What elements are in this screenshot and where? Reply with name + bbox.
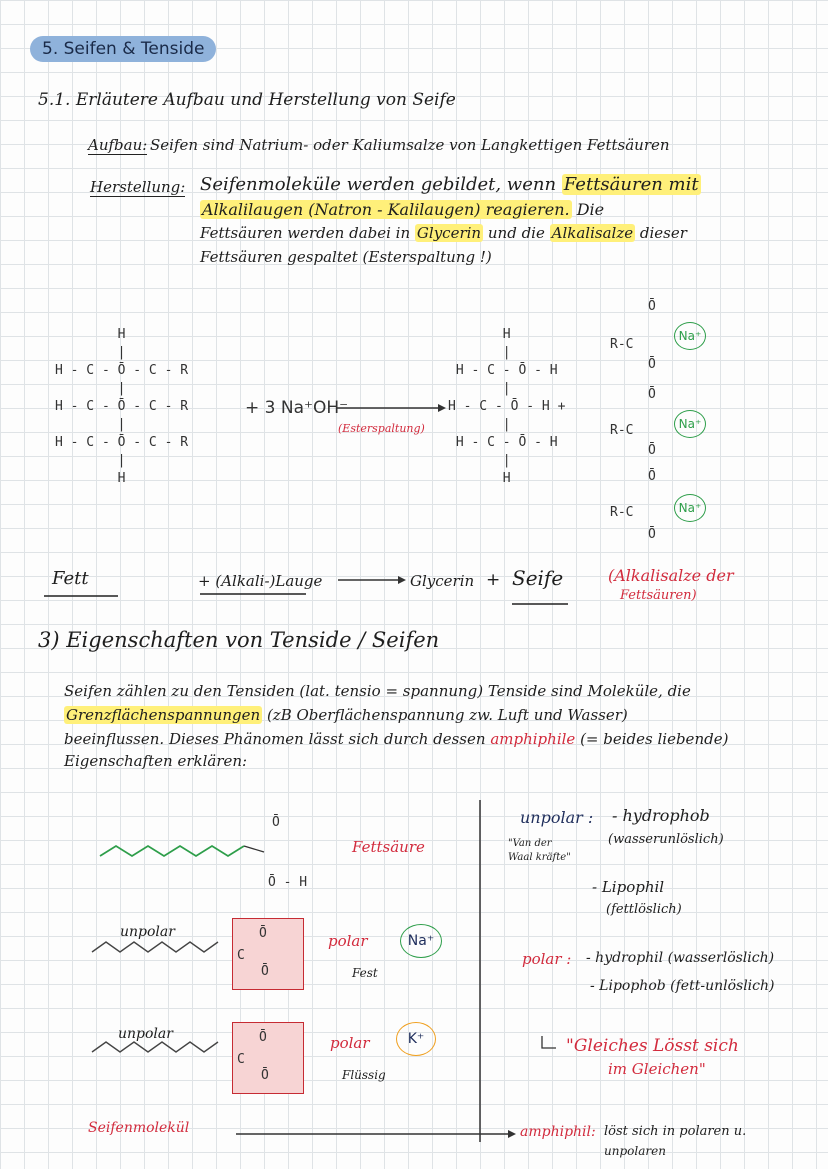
herstellung-line3-c: dieser: [639, 224, 687, 242]
fat-row: |: [117, 453, 126, 468]
fettsaeure-label: Fettsäure: [352, 838, 425, 856]
fat-row: |: [117, 381, 126, 396]
summary-seife: Seife: [512, 566, 564, 590]
fat-row: H - C - Ō - C - R: [55, 435, 189, 450]
amphiphil-arrow-head: [508, 1130, 516, 1138]
box-c-1: C: [237, 948, 245, 963]
aufbau-text: Seifen sind Natrium- oder Kaliumsalze von Langkettigen Fettsäuren: [150, 136, 670, 154]
wasserunloeslich: (wasserunlöslich): [608, 832, 724, 847]
na-ion-diagram: Na⁺: [400, 924, 442, 958]
fat-row: |: [117, 345, 126, 360]
salt-oxygen-2a: Ō: [648, 387, 656, 402]
glycerin-row: H: [502, 471, 511, 486]
glycerin-row: H - C - Ō - H +: [448, 399, 566, 414]
intro-line3-b: (= beides liebende): [580, 730, 729, 748]
polar-label-1: polar: [328, 932, 368, 950]
glycerin-row: H: [502, 327, 511, 342]
salt-oxygen-3a: Ō: [648, 469, 656, 484]
salt-oxygen-2b: Ō: [648, 443, 656, 458]
intro-line2-b: (zB Oberflächenspannung zw. Luft und Wasser): [266, 706, 628, 724]
summary-plus: +: [486, 570, 501, 590]
heading-5-1: 5.1. Erläutere Aufbau und Herstellung von Seife: [38, 90, 456, 110]
herstellung-line3-alkalisalze: Alkalisalze: [551, 224, 634, 242]
na-ion-1: Na⁺: [674, 322, 706, 350]
lipophob: - Lipophob (fett-unlöslich): [590, 978, 775, 994]
herstellung-line4: Fettsäuren gespaltet (Esterspaltung !): [200, 248, 492, 266]
summary-note-line2: Fettsäuren): [620, 588, 697, 603]
amphiphil-label: amphiphil:: [520, 1124, 596, 1140]
hydrophil: - hydrophil (wasserlöslich): [586, 950, 775, 966]
polar-label-2: polar: [330, 1034, 370, 1052]
reaction-arrow-head: [438, 404, 446, 412]
summary-note-line1: (Alkalisalze der: [608, 566, 734, 585]
arrow-label: (Esterspaltung): [338, 422, 425, 435]
fat-row: H - C - Ō - C - R: [55, 363, 189, 378]
fatty-acid-chain: [100, 846, 244, 856]
soap-chain-2: [92, 1042, 218, 1052]
polar-head-box-2: [232, 1022, 304, 1094]
na-ion-2: Na⁺: [674, 410, 706, 438]
hydrophob: - hydrophob: [612, 806, 710, 825]
glycerin-row: H - C - Ō - H: [455, 363, 558, 378]
salt-group-3: R-C: [610, 505, 634, 520]
salt-group-1: R-C: [610, 337, 634, 352]
summary-glycerin: Glycerin: [410, 572, 475, 590]
fatty-acid-bond: [244, 846, 264, 852]
van-der-waals-1: "Van der: [508, 838, 552, 849]
amphiphil-text1: löst sich in polaren u.: [604, 1124, 747, 1139]
gleiches-line2: im Gleichen": [608, 1060, 706, 1078]
na-ion-3: Na⁺: [674, 494, 706, 522]
box-oxygen-2a: Ō: [259, 1030, 267, 1045]
salt-oxygen-1b: Ō: [648, 357, 656, 372]
herstellung-line1-a: Seifenmoleküle werden gebildet, wenn: [200, 174, 557, 195]
intro-line3-a: beeinflussen. Dieses Phänomen lässt sich durch dessen: [64, 730, 486, 748]
polar-title: polar :: [522, 950, 572, 968]
aufbau-label: Aufbau:: [88, 136, 148, 154]
k-ion-diagram: K⁺: [396, 1022, 436, 1056]
gleiches-arrow: [542, 1036, 556, 1048]
salt-oxygen-1a: Ō: [648, 299, 656, 314]
intro-line2-highlight: Grenzflächenspannungen: [66, 706, 261, 724]
glycerin-row: |: [502, 345, 511, 360]
herstellung-line1-highlight: Fettsäuren mit: [563, 174, 699, 195]
unpolar-title: unpolar :: [520, 808, 594, 827]
intro-line3-amphiphile: amphiphile: [490, 730, 576, 748]
glycerin-row: |: [502, 381, 511, 396]
fat-row: H: [117, 471, 126, 486]
unpolar-label-1: unpolar: [120, 924, 175, 940]
box-oxygen-1a: Ō: [259, 926, 267, 941]
van-der-waals-2: Waal kräfte": [508, 852, 571, 863]
fettsaeure-oxygen: Ō: [272, 815, 280, 830]
lipophil: - Lipophil: [592, 878, 665, 896]
intro-line4: Eigenschaften erklären:: [64, 752, 248, 770]
fettloeslich: (fettlöslich): [606, 902, 682, 917]
herstellung-line3-b: und die: [487, 224, 545, 242]
intro-line1: Seifen zählen zu den Tensiden (lat. tensio = spannung) Tenside sind Moleküle, die: [64, 682, 691, 700]
fluessig-label: Flüssig: [342, 1068, 386, 1082]
fest-label: Fest: [352, 966, 378, 980]
glycerin-row: H - C - Ō - H: [455, 435, 558, 450]
herstellung-label: Herstellung:: [90, 178, 186, 196]
fettsaeure-oh: Ō - H: [268, 875, 308, 890]
box-c-2: C: [237, 1052, 245, 1067]
gleiches-line1: "Gleiches Lösst sich: [566, 1036, 739, 1056]
box-oxygen-2b: Ō: [261, 1068, 269, 1083]
box-oxygen-1b: Ō: [261, 964, 269, 979]
glycerin-row: |: [502, 417, 511, 432]
soap-chain-1: [92, 942, 218, 952]
glycerin-row: |: [502, 453, 511, 468]
reagent: + 3 Na⁺OH⁻: [245, 398, 349, 418]
herstellung-line2-highlight: Alkalilaugen (Natron - Kalilaugen) reagieren.: [202, 200, 570, 219]
unpolar-label-2: unpolar: [118, 1026, 173, 1042]
salt-group-2: R-C: [610, 423, 634, 438]
fat-row: |: [117, 417, 126, 432]
summary-fett: Fett: [52, 568, 89, 589]
salt-oxygen-3b: Ō: [648, 527, 656, 542]
herstellung-line3-a: Fettsäuren werden dabei in: [200, 224, 411, 242]
herstellung-line2-b: Die: [576, 200, 605, 219]
summary-arrow-head: [398, 576, 406, 584]
amphiphil-text2: unpolaren: [604, 1144, 666, 1158]
section-badge: 5. Seifen & Tenside: [30, 36, 216, 62]
summary-lauge: + (Alkali-)Lauge: [198, 572, 323, 590]
fat-row: H - C - Ō - C - R: [55, 399, 189, 414]
heading-3: 3) Eigenschaften von Tenside / Seifen: [38, 628, 440, 652]
polar-head-box-1: [232, 918, 304, 990]
fat-row: H: [117, 327, 126, 342]
herstellung-line3-glycerin: Glycerin: [416, 224, 482, 242]
seifenmolekuel-label: Seifenmolekül: [88, 1120, 190, 1136]
